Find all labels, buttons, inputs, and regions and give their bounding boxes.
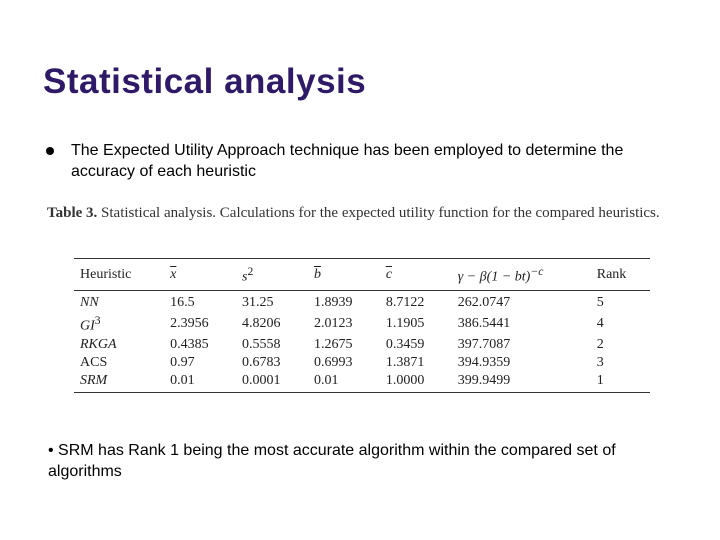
header-heuristic: Heuristic: [74, 259, 164, 291]
header-formula-body: γ − β(1 − bt): [457, 269, 531, 285]
table-header-row: [74, 259, 650, 291]
cell-formula: 262.0747: [457, 295, 511, 310]
cell-cbar: 1.1905: [385, 315, 425, 331]
cell-s2: 0.0001: [236, 372, 308, 393]
header-xbar: [164, 259, 236, 291]
statistics-table: [74, 258, 650, 393]
header-bbar-symbol: $\overline{b}$: [313, 267, 321, 282]
cell-heuristic: [74, 336, 164, 354]
conclusion-note: • SRM has Rank 1 being the most accurate algorithm within the compared set of algorithms: [48, 442, 616, 480]
table-row: [74, 336, 650, 354]
table-caption-text: Statistical analysis. Calculations for the expected utility function for the compared heuristics.: [97, 205, 660, 221]
cell-formula: 397.7087: [457, 336, 511, 352]
cell-rank: 3: [596, 354, 604, 370]
header-s2-base: s: [242, 269, 248, 285]
heuristic-name: RKGA: [80, 336, 117, 352]
table-row: [74, 291, 650, 313]
table-caption: [47, 203, 687, 223]
heuristic-name: GI: [80, 318, 95, 334]
cell-s2: 0.6783: [242, 354, 281, 370]
cell-cbar: 8.7122: [385, 295, 425, 310]
cell-bbar: 0.6993: [313, 354, 353, 370]
cell-heuristic: [74, 312, 164, 336]
cell-bbar: 1.2675: [313, 336, 353, 352]
cell-s2: 31.25: [242, 295, 274, 310]
table-row: [74, 372, 650, 393]
header-formula-exp: −c: [530, 264, 544, 278]
cell-rank: 5: [596, 295, 604, 310]
table-caption-label: Table 3.: [47, 205, 98, 221]
cell-xbar: 0.97: [170, 354, 195, 370]
header-rank: Rank: [591, 259, 650, 291]
heuristic-name: NN: [80, 295, 99, 310]
header-cbar: [380, 259, 452, 291]
cell-bbar: 0.01: [308, 372, 380, 393]
cell-heuristic: [74, 291, 164, 313]
cell-xbar: 0.4385: [170, 336, 209, 352]
heuristic-name: SRM: [80, 372, 108, 388]
table-row: [74, 312, 650, 336]
cell-formula: 399.9499: [452, 372, 591, 393]
header-formula: [452, 259, 591, 291]
bullet-text: The Expected Utility Approach technique has been employed to determine the accuracy of each heuristic: [71, 142, 624, 180]
cell-cbar: 1.3871: [385, 354, 425, 370]
header-xbar-symbol: $\overline{x}$: [170, 267, 177, 282]
cell-heuristic: [74, 354, 164, 372]
header-s2: [236, 259, 308, 291]
header-s2-exp: 2: [247, 264, 254, 278]
cell-rank: 4: [596, 315, 604, 331]
header-bbar: [308, 259, 380, 291]
heuristic-superscript: 3: [94, 314, 101, 327]
cell-xbar: 2.3956: [170, 315, 209, 331]
cell-formula: 394.9359: [457, 354, 511, 370]
heuristic-name: ACS: [80, 354, 108, 370]
cell-cbar: 0.3459: [385, 336, 425, 352]
cell-rank: 1: [591, 372, 650, 393]
bullet-dot-icon: [46, 147, 54, 155]
cell-s2: 4.8206: [242, 315, 281, 331]
cell-xbar: 16.5: [170, 295, 195, 310]
cell-rank: 2: [596, 336, 604, 352]
cell-s2: 0.5558: [242, 336, 281, 352]
header-cbar-symbol: $\overline{c}$: [385, 267, 393, 282]
slide-title: Statistical analysis: [43, 62, 367, 101]
table-row: [74, 354, 650, 372]
cell-bbar: 1.8939: [313, 295, 353, 310]
cell-xbar: 0.01: [164, 372, 236, 393]
cell-bbar: 2.0123: [313, 315, 353, 331]
cell-formula: 386.5441: [457, 315, 511, 331]
cell-heuristic: [74, 372, 164, 393]
cell-cbar: 1.0000: [380, 372, 452, 393]
